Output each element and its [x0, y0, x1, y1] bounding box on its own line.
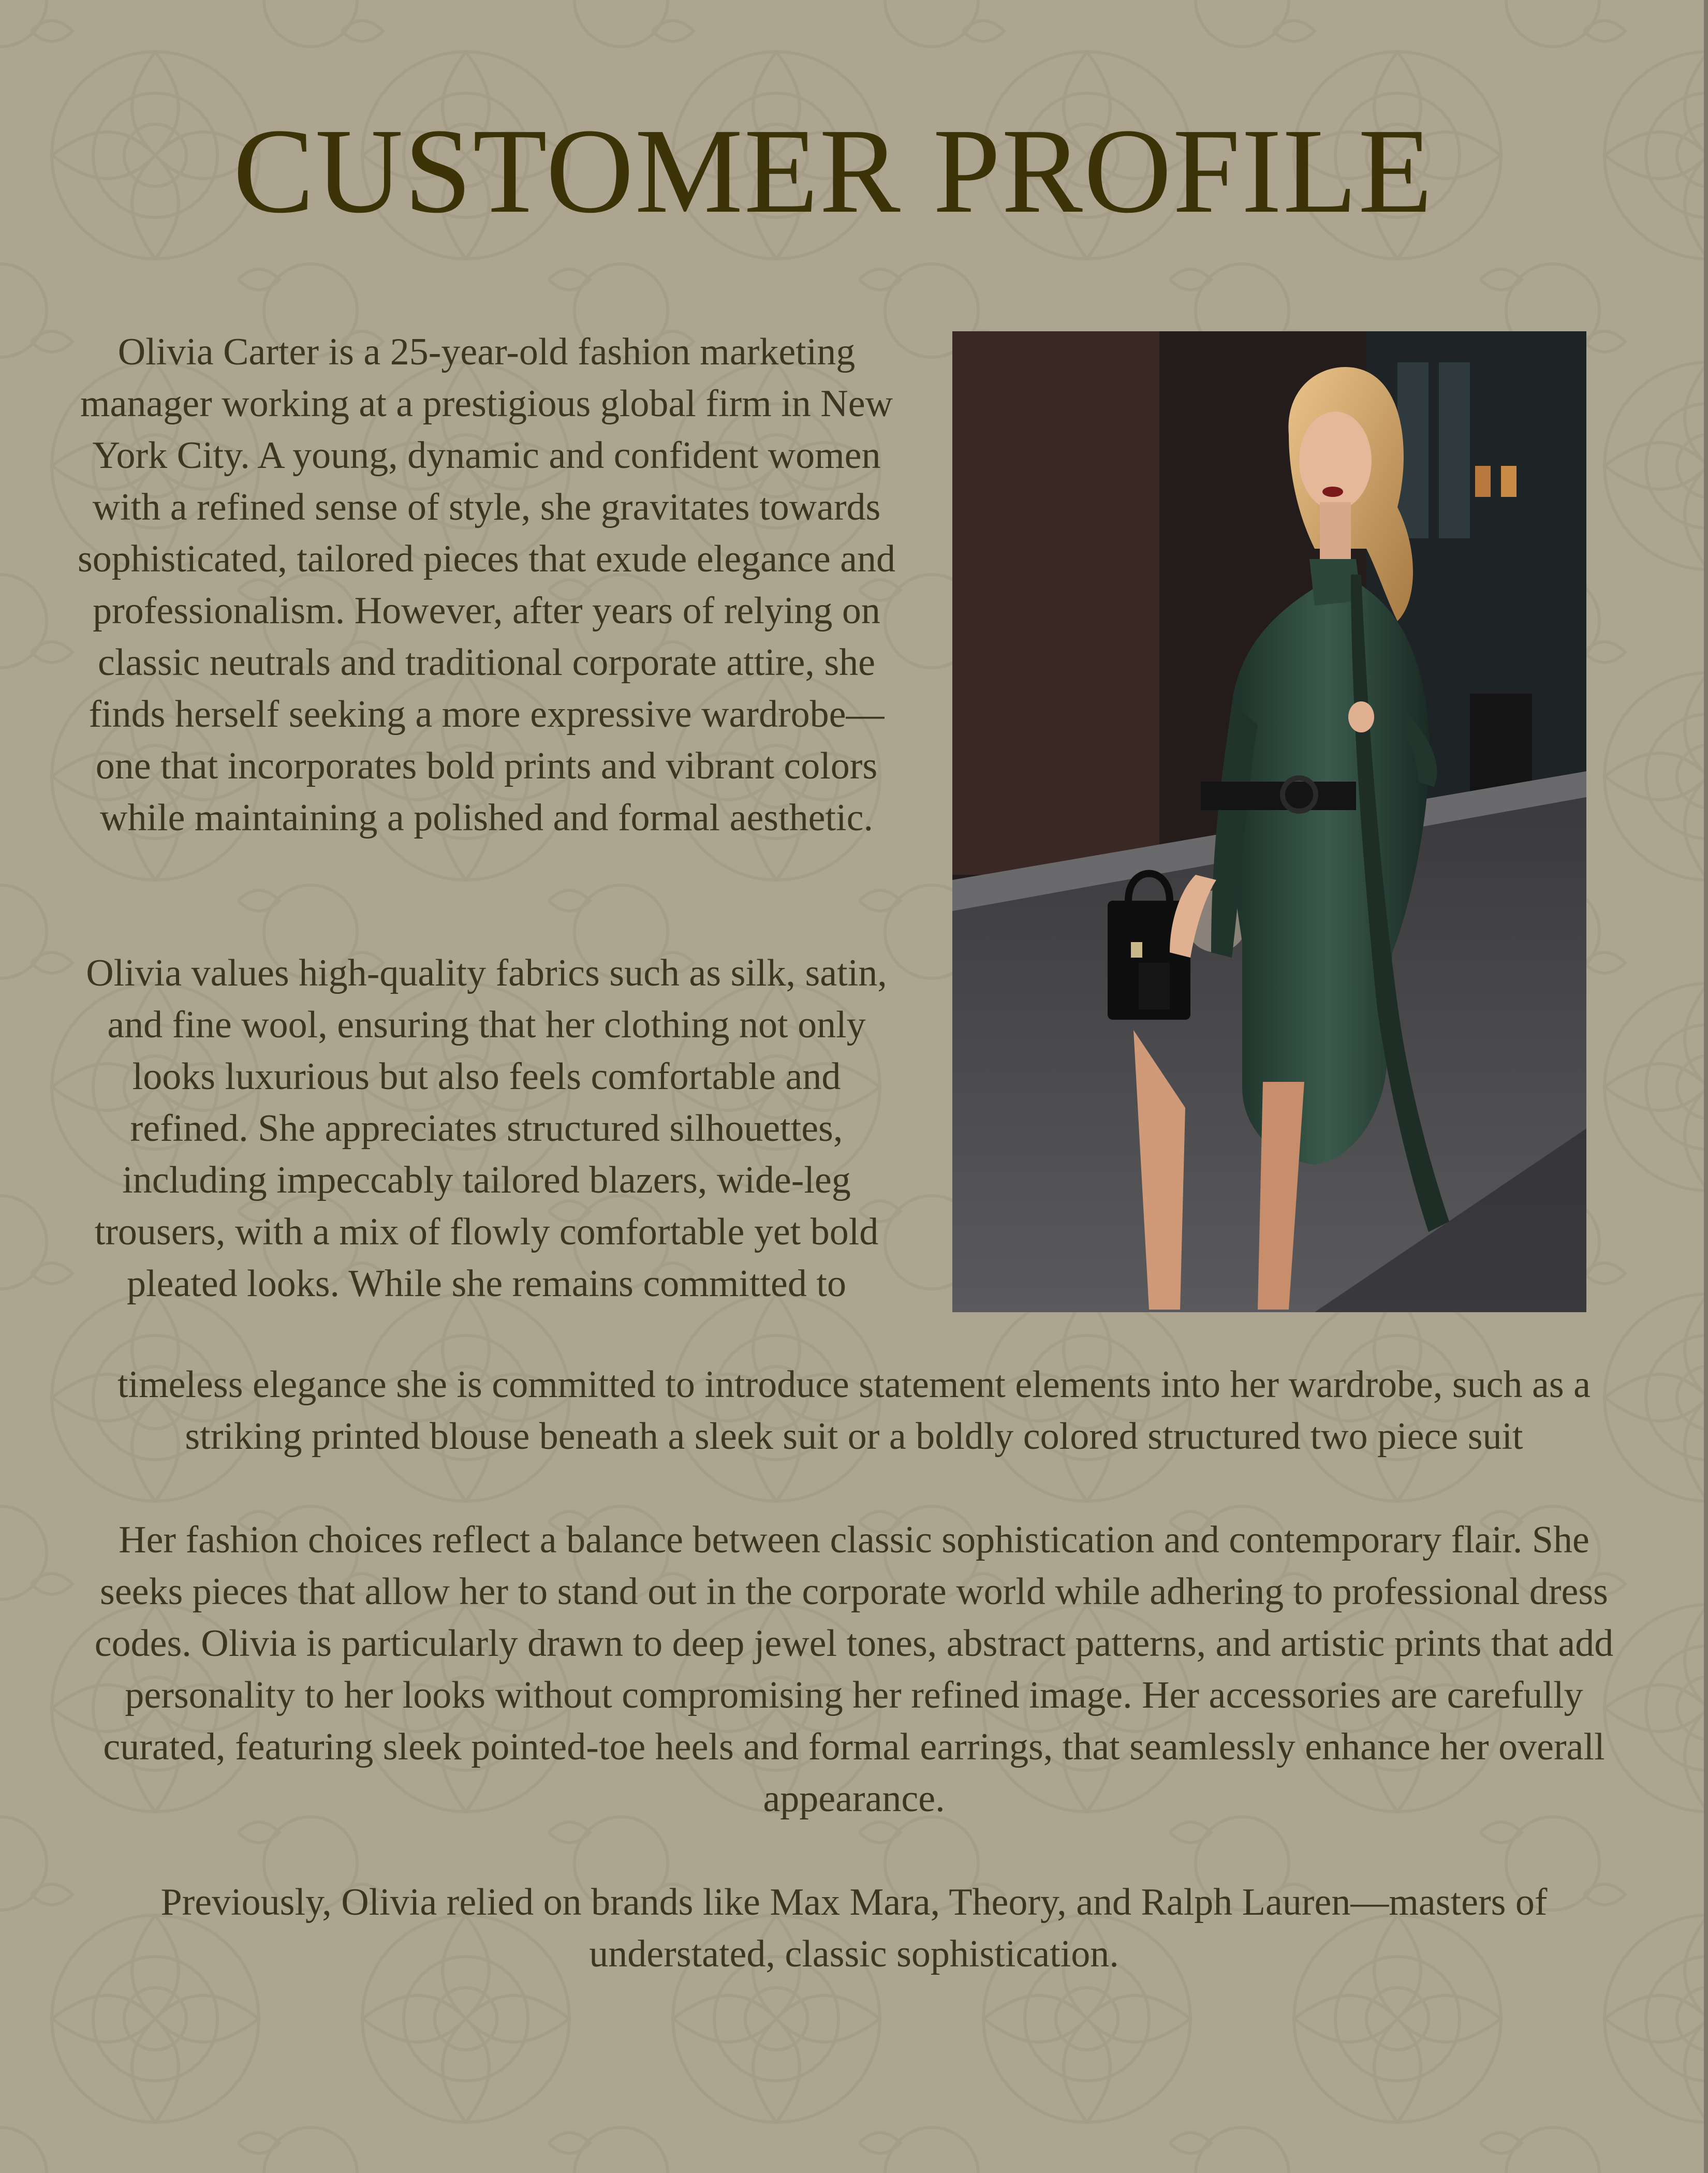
paragraph-previous-brands: Previously, Olivia relied on brands like Max Mara, Theory, and Ralph Lauren—masters of understated, classic sophistication.	[160, 1881, 1548, 1975]
page-title: CUSTOMER PROFILE	[233, 104, 1434, 238]
model-photo	[952, 331, 1586, 1312]
page-edge	[1704, 0, 1708, 2173]
paragraph-statement-elements: timeless elegance she is committed to introduce statement elements into her wardrobe, such as a striking printed blouse beneath a sleek suit or a boldly colored structured two piece suit	[117, 1363, 1591, 1458]
paragraph-intro: Olivia Carter is a 25-year-old fashion marketing manager working at a prestigious global firm in New York City. A young, dynamic and confident women with a refined sense of style, she gravitates towards sophisticated, tailored pieces that exude elegance and professionalism. However, after years of relying on classic neutrals and traditional corporate attire, she finds herself seeking a more expressive wardrobe—one that incorporates bold prints and vibrant colors while maintaining a polished and formal aesthetic.	[77, 331, 896, 839]
paragraph-fashion-choices: Her fashion choices reflect a balance between classic sophistication and contemporary flair. She seeks pieces that allow her to stand out in the corporate world while adhering to professional dress codes. Olivia is particularly drawn to deep jewel tones, abstract patterns, and artistic prints that add personality to her looks without compromising her refined image. Her accessories are carefully curated, featuring sleek pointed-toe heels and formal earrings, that seamlessly enhance her overall appearance.	[94, 1519, 1614, 1820]
paragraph-fabrics: Olivia values high-quality fabrics such as silk, satin, and fine wool, ensuring that her clothing not only looks luxurious but also feels comfortable and refined. She appreciates structured silhouettes, including impeccably tailored blazers, wide-leg trousers, with a mix of flowly comfortable yet bold pleated looks. While she remains committed to	[86, 952, 887, 1305]
